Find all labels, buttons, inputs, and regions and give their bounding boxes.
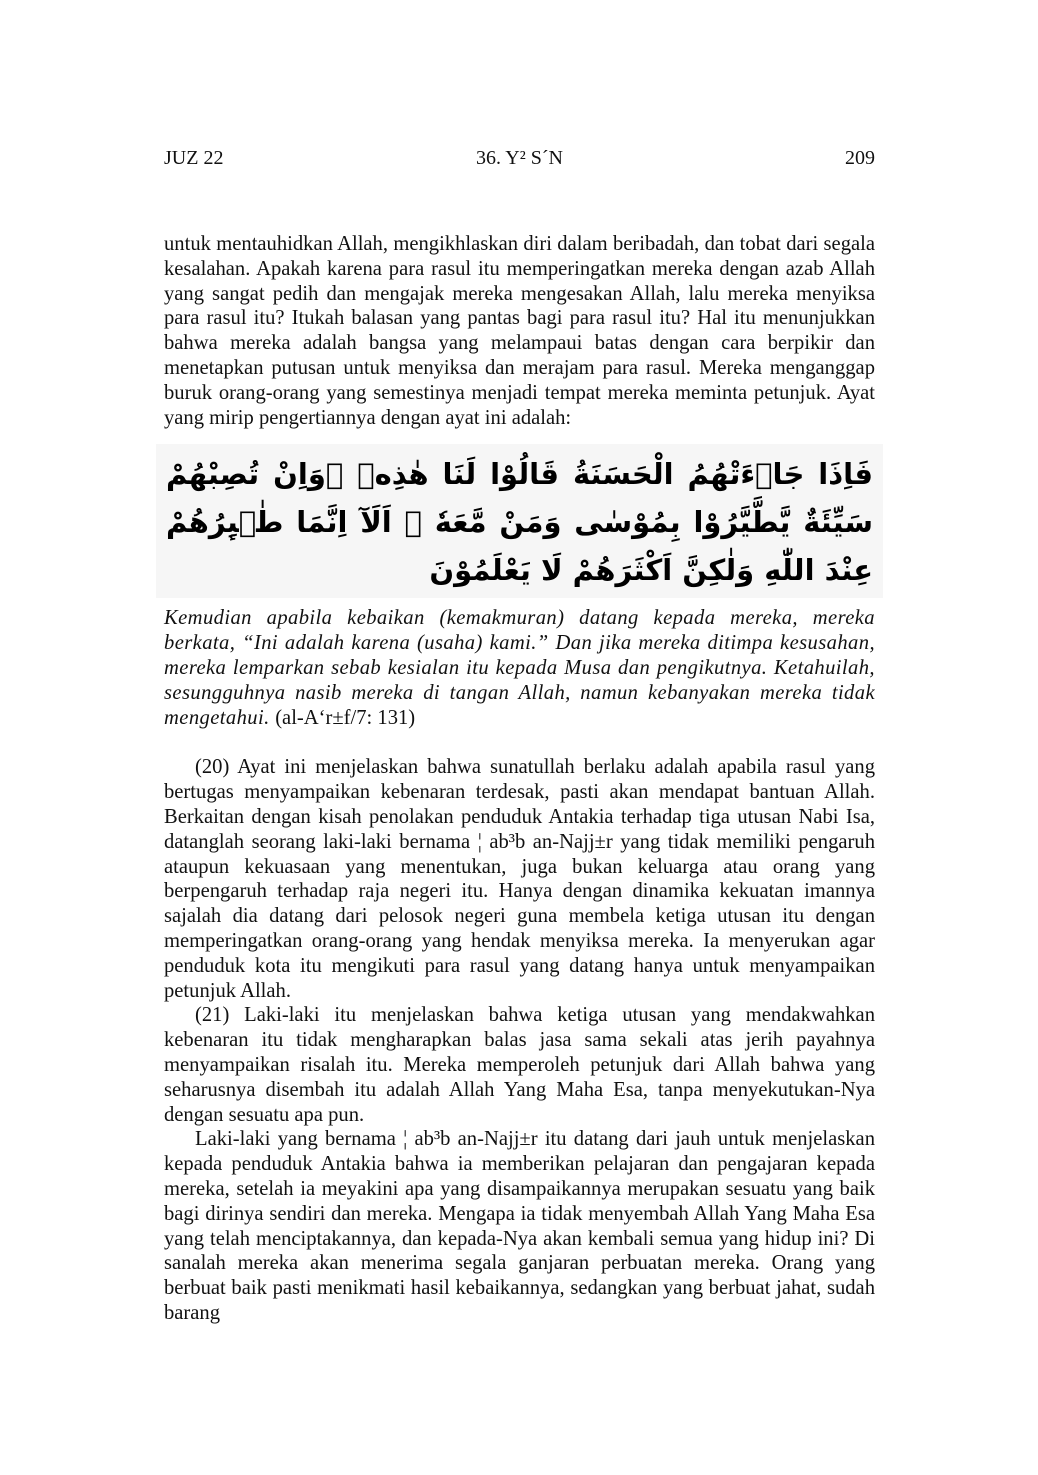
paragraph-21: (21) Laki-laki itu menjelaskan bahwa ketiga utusan yang mendakwahkan kebenaran itu tidak mengharapkan balas jasa sama sekali atas jerih payahnya menyampaikan risalah itu. Mereka memperoleh petunjuk dari Allah bahwa yang seharusnya disembah itu adalah Allah Yang Maha Esa, tanpa menyekutukan-Nya dengan sesuatu apa pun. — [164, 1004, 875, 1126]
surah-title: 36. Y² S´N — [476, 147, 563, 169]
paragraph-spacer — [164, 730, 875, 755]
paragraph-20: (20) Ayat ini menjelaskan bahwa sunatullah berlaku adalah apabila rasul yang bertugas menyampaikan kebenaran terdesak, pasti akan mendapat bantuan Allah. Berkaitan dengan kisah penolakan penduduk Antakia terhadap tiga utusan Nabi Isa, datanglah seorang laki-laki bernama ¦ ab³b an-Najj±r yang tidak memiliki pengaruh ataupun kekuasaan yang menentukan, juga bukan keluarga atau orang yang berpengaruh terhadap raja negeri itu. Hanya dengan dinamika kekuatan imannya sajalah dia datang dari pelosok negeri guna membela ketiga utusan itu dengan memperingatkan orang-orang yang hendak menyiksa mereka. Ia menyerukan agar penduduk kota itu mengikuti para rasul yang datang hanya untuk menyampaikan petunjuk Allah. — [164, 756, 875, 1002]
page-number: 209 — [845, 147, 875, 169]
intro-paragraph: untuk mentauhidkan Allah, mengikhlaskan diri dalam beribadah, dan tobat dari segala kesalahan. Apakah karena para rasul itu memperingatkan mereka dengan azab Allah yang sangat pedih dan mengajak mereka mengesakan Allah, lalu mereka menyiksa para rasul itu? Itukah balasan yang pantas bagi para rasul itu? Hal itu menunjukkan bahwa mereka adalah bangsa yang melampaui batas dengan cara berpikir dan menetapkan putusan untuk menyiksa dan merajam para rasul. Mereka menganggap buruk orang-orang yang semestinya menjadi tempat mereka meminta petunjuk. Ayat yang mirip pengertiannya dengan ayat ini adalah: — [164, 233, 875, 429]
verse-translation — [164, 606, 875, 730]
paragraph-21-continued: Laki-laki yang bernama ¦ ab³b an-Najj±r itu datang dari jauh untuk menjelaskan kepada penduduk Antakia bahwa ia memberikan pelajaran dan pengajaran kepada mereka, setelah ia meyakini apa yang disampaikannya merupakan sesuatu yang baik bagi dirinya sendiri dan mereka. Mengapa ia tidak menyembah Allah Yang Maha Esa yang telah menciptakannya, dan kepada-Nya akan kembali semua yang hidup ini? Di sanalah mereka akan menerima segala ganjaran perbuatan mereka. Orang yang berbuat baik pasti menikmati hasil kebaikannya, sedangkan yang berbuat jahat, sudah barang — [164, 1128, 875, 1324]
translation-text: Kemudian apabila kebaikan (kemakmuran) datang kepada mereka, mereka berkata, “Ini adalah karena (usaha) kami.” Dan jika mereka ditimpa kesusahan, mereka lemparkan sebab kesialan itu kepada Musa dan pengikutnya. Ketahuilah, sesungguhnya nasib mereka di tangan Allah, namun kebanyakan mereka tidak mengetahui. — [164, 607, 875, 729]
running-header — [164, 145, 875, 171]
verse-reference: (al-A‘r±f/7: 131) — [275, 706, 416, 729]
arabic-verse: فَاِذَا جَاۤءَتْهُمُ الْحَسَنَةُ قَالُوْا لَنَا هٰذِهٖ ۚوَاِنْ تُصِبْهُمْ سَيِّئَةٌ يَّطَّيَّرُوْا بِمُوْسٰى وَمَنْ مَّعَهٗ ۗ اَلَآ اِنَّمَا طٰۤىِٕرُهُمْ عِنْدَ اللّٰهِ وَلٰكِنَّ اَكْثَرَهُمْ لَا يَعْلَمُوْنَ — [156, 444, 883, 598]
juz-label: JUZ 22 — [164, 147, 224, 169]
body-text — [164, 232, 875, 1326]
